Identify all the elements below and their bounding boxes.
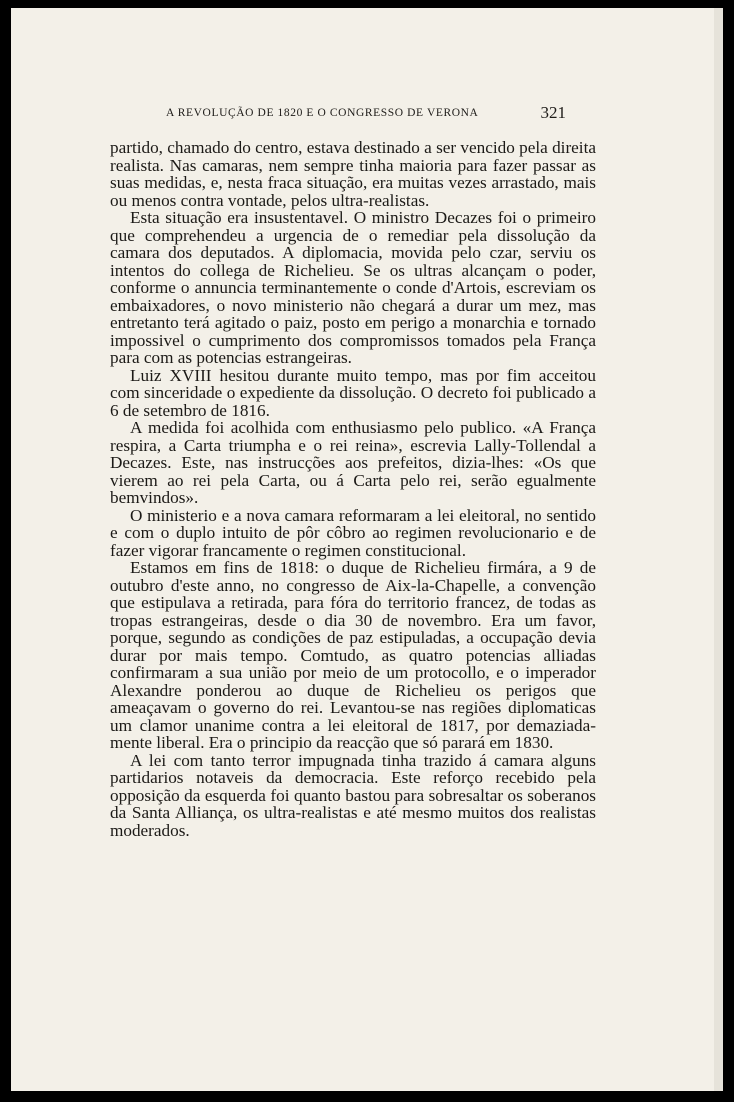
- paragraph: Luiz XVIII hesitou durante muito tempo, mas por fim acceitou com sinceridade o expediente da dissolução. O decreto foi publicado a 6 de setembro de 1816.: [110, 365, 596, 420]
- paragraph: partido, chamado do centro, estava destinado a ser vencido pela direita realista. Nas camaras, nem sempre tinha maioria para fazer passar as suas medidas, e, nesta fraca situação, era muitas vezes arrastado, mais ou menos contra vontade, pelos ultra-realistas.: [110, 138, 596, 210]
- running-title: A REVOLUÇÃO DE 1820 E O CONGRESSO DE VERONA: [166, 107, 479, 119]
- paragraph: A lei com tanto terror impugnada tinha trazido á camara alguns partidarios notaveis da democracia. Este reforço recebido pela opposição da esquerda foi quanto bastou para sobresaltar os soberanos da Santa Alliança, os ultra-realistas e até mesmo muitos dos realistas moderados.: [110, 750, 596, 840]
- page-number: 321: [540, 103, 566, 122]
- page-edge: [714, 8, 723, 1091]
- body-text: [110, 139, 596, 839]
- book-page: [11, 8, 723, 1091]
- paragraph: Esta situação era insustentavel. O ministro Decazes foi o primeiro que comprehendeu a urgencia de o remediar pela dissolução da camara dos deputados. A diplomacia, movida pelo czar, serviu os intentos do collega de Richelieu. Se os ultras alcançam o poder, conforme o annuncia terminantemente o conde d'Artois, escreviam os embaixadores, o novo ministerio não chegará a durar um mez, mas entretanto terá agitado o paiz, posto em perigo a monarchia e tornado impossivel o cumprimento dos compromissos tomados pela França para com as potencias estrangeiras.: [110, 208, 596, 367]
- page-header: [166, 103, 566, 125]
- paragraph: A medida foi acolhida com enthusiasmo pelo publico. «A França respira, a Carta triumpha e o rei reina», escrevia Lally-Tollendal a Decazes. Este, nas instrucções aos prefeitos, dizia-lhes: «Os que vierem ao rei pela Carta, ou á Carta pelo rei, serão egualmente bemvindos».: [110, 418, 596, 507]
- paragraph: Estamos em fins de 1818: o duque de Richelieu firmára, a 9 de outubro d'este anno, no congresso de Aix-la-Chapelle, a convenção que estipulava a retirada, para fóra do territorio francez, de todas as tropas estrangeiras, desde o dia 30 de novembro. Era um favor, porque, segundo as condições de paz estipuladas, a occupação devia durar por mais tempo. Comtudo, as quatro potencias alliadas confirmaram a sua união por meio de um protocollo, e o imperador Alexandre ponderou ao duque de Richelieu os perigos que ameaçavam o governo do rei. Levantou-se nas regiões diplomaticas um clamor unanime contra a lei eleitoral de 1817, por demaziadamente liberal. Era o principio da reacção que só parará em 1830.: [110, 558, 596, 752]
- paragraph: O ministerio e a nova camara reformaram a lei eleitoral, no sentido e com o duplo intuito de pôr côbro ao regimen revolucionario e de fazer vigorar francamente o regimen constitucional.: [110, 505, 596, 560]
